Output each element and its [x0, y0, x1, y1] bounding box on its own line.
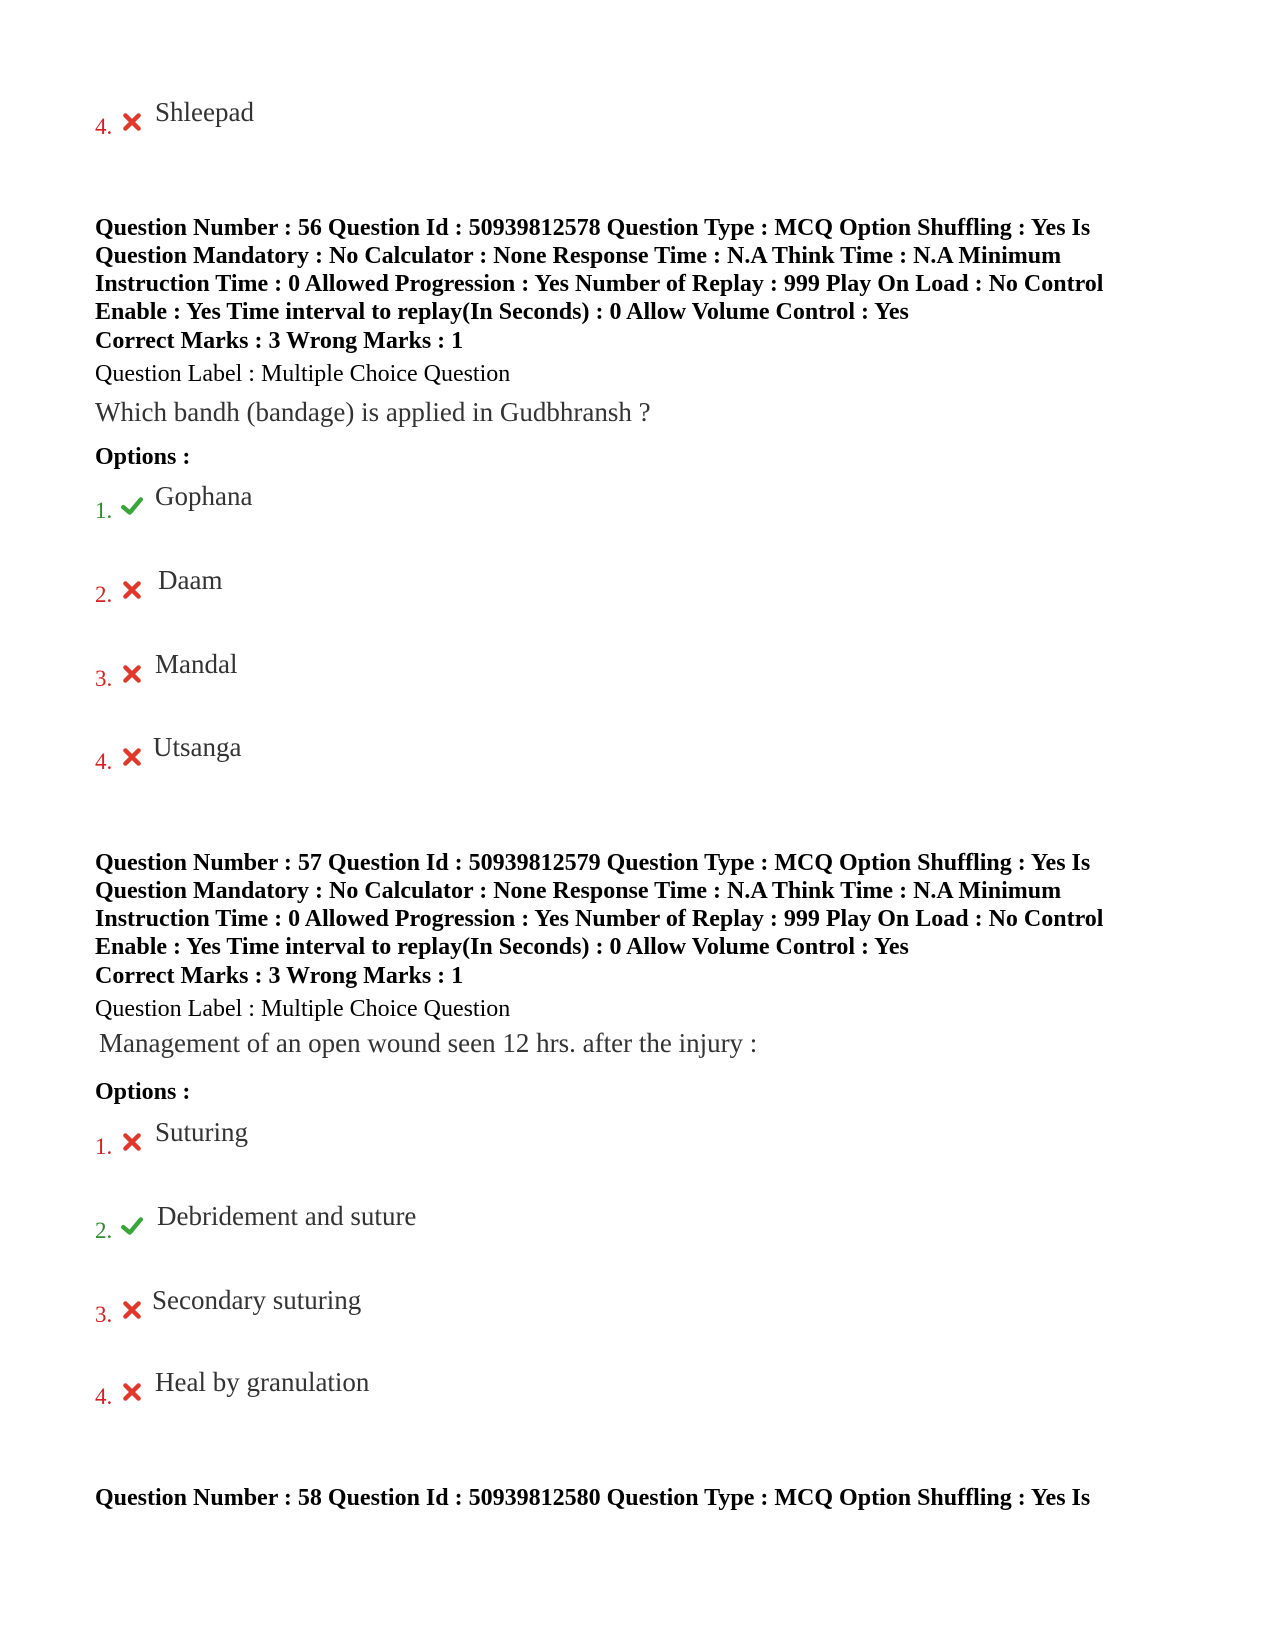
option-text: Utsanga [153, 732, 242, 762]
option-text: Debridement and suture [157, 1201, 417, 1231]
question-meta [95, 1484, 1185, 1512]
option-text: Secondary suturing [152, 1285, 362, 1315]
meta-line: Enable : Yes Time interval to replay(In Seconds) : 0 Allow Volume Control : Yes [95, 299, 909, 325]
option-item [95, 648, 795, 691]
options-heading: Options : [95, 1079, 191, 1105]
question-label: Question Label : Multiple Choice Question [95, 996, 511, 1022]
question-label: Question Label : Multiple Choice Question [95, 361, 511, 387]
wrong-cross-icon [121, 1299, 143, 1321]
wrong-cross-icon [121, 1381, 143, 1403]
option-number: 2. [95, 582, 113, 607]
option-item [95, 1116, 795, 1159]
option-number: 2. [95, 1218, 113, 1243]
correct-check-icon [121, 1215, 143, 1237]
option-item [95, 731, 795, 774]
wrong-cross-icon [121, 579, 143, 601]
meta-line: Question Mandatory : No Calculator : None Response Time : N.A Think Time : N.A Minimum [95, 878, 1062, 904]
options-heading: Options : [95, 444, 191, 470]
wrong-cross-icon [121, 746, 143, 768]
wrong-cross-icon [121, 663, 143, 685]
option-text: Heal by granulation [155, 1367, 370, 1397]
wrong-cross-icon [121, 1131, 143, 1153]
option-number: 4. [95, 749, 113, 774]
question-marks: Correct Marks : 3 Wrong Marks : 1 [95, 328, 464, 354]
question-text: Which bandh (bandage) is applied in Gudbhransh ? [95, 397, 651, 427]
option-number: 4. [95, 114, 113, 139]
option-text: Mandal [155, 649, 238, 679]
option-item [95, 1366, 795, 1409]
meta-line: Question Number : 57 Question Id : 50939812579 Question Type : MCQ Option Shuffling : Yes Is [95, 850, 1091, 876]
correct-check-icon [121, 495, 143, 517]
option-item [95, 1200, 795, 1243]
option-item [95, 480, 795, 523]
meta-line: Enable : Yes Time interval to replay(In Seconds) : 0 Allow Volume Control : Yes [95, 934, 909, 960]
meta-line: Instruction Time : 0 Allowed Progression : Yes Number of Replay : 999 Play On Load : No Control [95, 271, 1104, 297]
meta-line: Question Mandatory : No Calculator : None Response Time : N.A Think Time : N.A Minimum [95, 243, 1062, 269]
question-text: Management of an open wound seen 12 hrs. after the injury : [99, 1028, 758, 1058]
meta-line: Question Number : 58 Question Id : 50939812580 Question Type : MCQ Option Shuffling : Yes Is [95, 1485, 1091, 1511]
option-text: Suturing [155, 1117, 249, 1147]
question-meta [95, 849, 1185, 961]
option-text: Daam [158, 565, 223, 595]
option-number: 3. [95, 666, 113, 691]
meta-line: Instruction Time : 0 Allowed Progression : Yes Number of Replay : 999 Play On Load : No Control [95, 906, 1104, 932]
option-item [95, 564, 795, 607]
option-item [95, 96, 795, 139]
option-number: 3. [95, 1302, 113, 1327]
option-item [95, 1284, 795, 1327]
option-text: Shleepad [155, 97, 254, 127]
meta-line: Question Number : 56 Question Id : 50939812578 Question Type : MCQ Option Shuffling : Yes Is [95, 215, 1091, 241]
wrong-cross-icon [121, 111, 143, 133]
option-number: 4. [95, 1384, 113, 1409]
question-meta [95, 214, 1185, 326]
option-number: 1. [95, 498, 113, 523]
question-marks: Correct Marks : 3 Wrong Marks : 1 [95, 963, 464, 989]
option-number: 1. [95, 1134, 113, 1159]
option-text: Gophana [155, 481, 253, 511]
